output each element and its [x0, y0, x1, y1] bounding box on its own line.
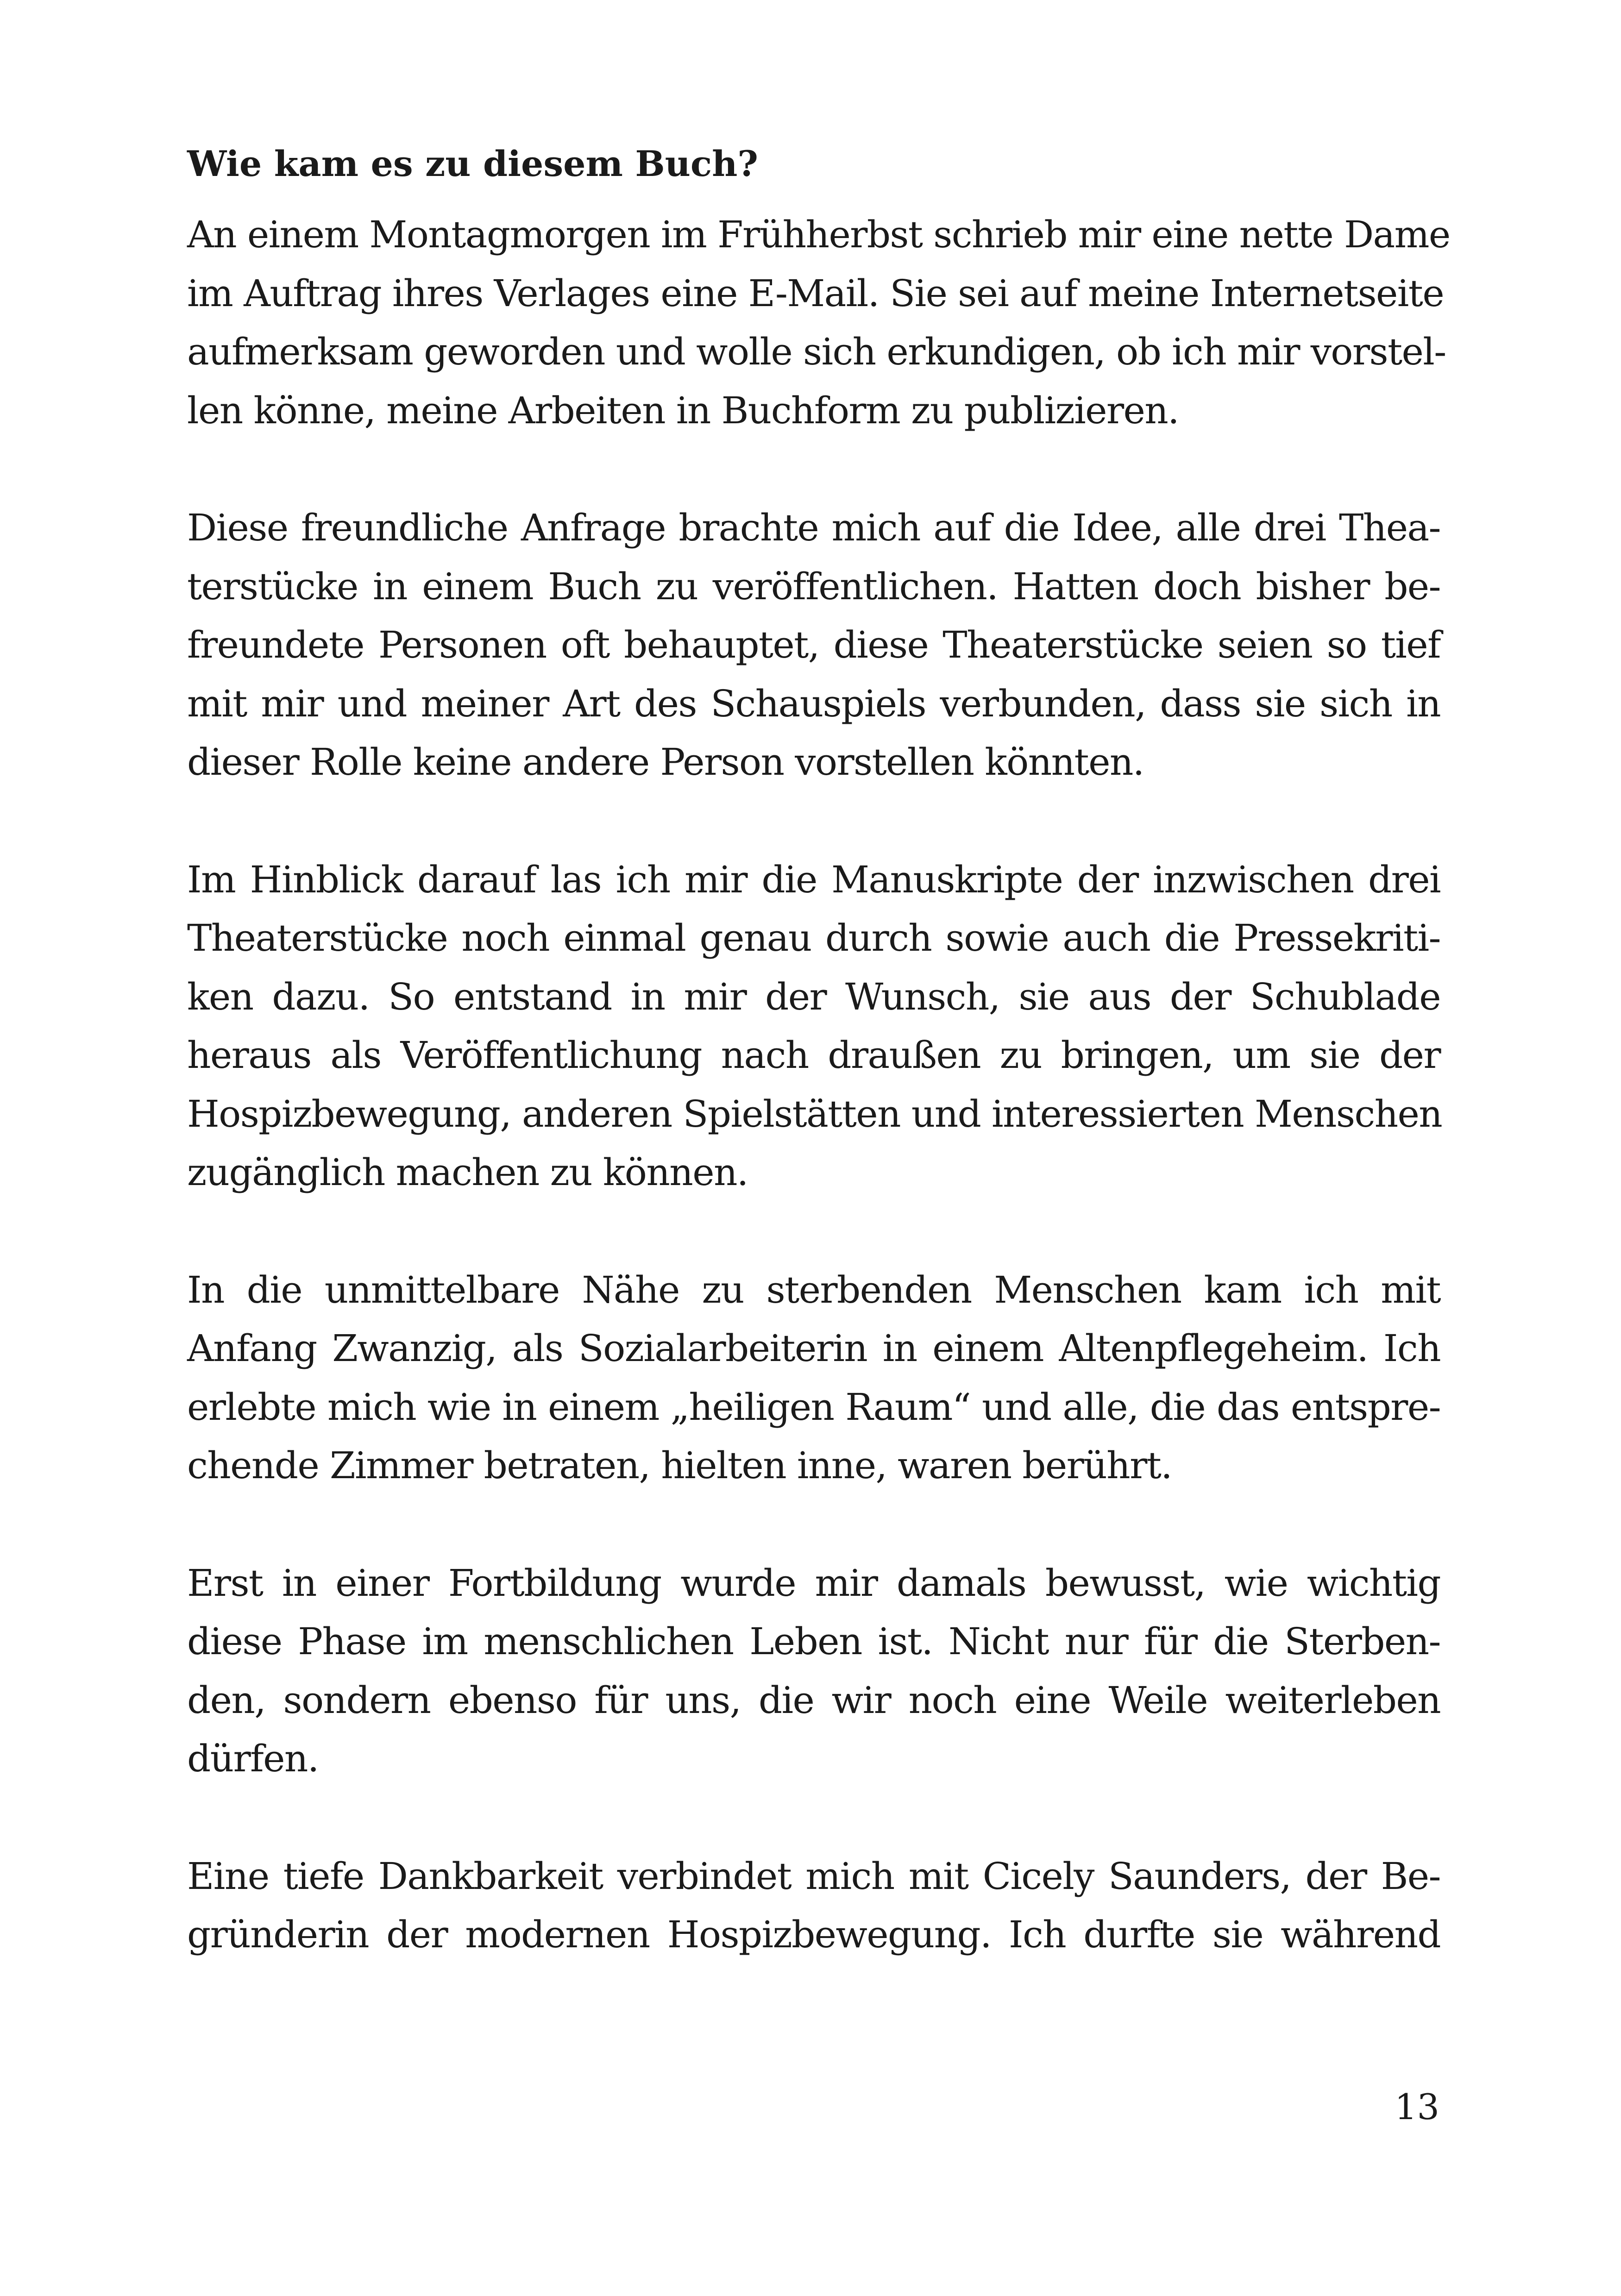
- text-line: mit mir und meiner Art des Schauspiels verbunden, dass sie sich in: [187, 682, 1440, 725]
- text-line: Im Hinblick darauf las ich mir die Manuskripte der inzwischen drei: [187, 858, 1440, 901]
- paragraph-5: [187, 1554, 1440, 1788]
- text-line: aufmerksam geworden und wolle sich erkundigen, ob ich mir vorstel-: [187, 330, 1446, 373]
- text-line: terstücke in einem Buch zu veröffentlichen. Hatten doch bisher be-: [187, 565, 1440, 608]
- text-line: im Auftrag ihres Verlages eine E-Mail. Sie sei auf meine Internetseite: [187, 271, 1444, 315]
- paragraph-3: [187, 851, 1440, 1202]
- text-line: Anfang Zwanzig, als Sozialarbeiterin in einem Altenpflegeheim. Ich: [187, 1327, 1440, 1370]
- text-line: ken dazu. So entstand in mir der Wunsch, sie aus der Schublade: [187, 975, 1440, 1018]
- text-line: heraus als Veröffentlichung nach draußen zu bringen, um sie der: [187, 1034, 1440, 1077]
- text-line: diese Phase im menschlichen Leben ist. Nicht nur für die Sterben-: [187, 1620, 1440, 1663]
- text-line: den, sondern ebenso für uns, die wir noch eine Weile weiterleben: [187, 1678, 1440, 1722]
- paragraph-6: [187, 1847, 1440, 1964]
- text-line: dieser Rolle keine andere Person vorstellen könnten.: [187, 740, 1144, 784]
- text-line: An einem Montagmorgen im Frühherbst schrieb mir eine nette Dame: [187, 213, 1450, 256]
- paragraph-2: [187, 499, 1440, 792]
- text-line: dürfen.: [187, 1737, 319, 1780]
- text-line: Theaterstücke noch einmal genau durch sowie auch die Pressekriti-: [187, 916, 1440, 960]
- text-line: Hospizbewegung, anderen Spielstätten und interessierten Menschen: [187, 1092, 1442, 1135]
- text-line: chende Zimmer betraten, hielten inne, waren berührt.: [187, 1444, 1172, 1487]
- paragraph-1: [187, 206, 1450, 440]
- text-line: In die unmittelbare Nähe zu sterbenden Menschen kam ich mit: [187, 1268, 1440, 1311]
- text-line: len könne, meine Arbeiten in Buchform zu publizieren.: [187, 389, 1179, 432]
- text-line: Diese freundliche Anfrage brachte mich auf die Idee, alle drei Thea-: [187, 506, 1440, 549]
- text-line: Eine tiefe Dankbarkeit verbindet mich mit Cicely Saunders, der Be-: [187, 1854, 1440, 1898]
- paragraph-4: [187, 1261, 1440, 1495]
- text-line: zugänglich machen zu können.: [187, 1151, 748, 1194]
- chapter-heading: Wie kam es zu diesem Buch?: [187, 143, 758, 184]
- text-line: gründerin der modernen Hospizbewegung. Ich durfte sie während: [187, 1913, 1440, 1956]
- page-number: 13: [1395, 2086, 1439, 2127]
- text-line: freundete Personen oft behauptet, diese Theaterstücke seien so tief: [187, 623, 1440, 666]
- page-body: [187, 134, 1450, 2023]
- text-line: Erst in einer Fortbildung wurde mir damals bewusst, wie wichtig: [187, 1561, 1440, 1605]
- text-line: erlebte mich wie in einem „heiligen Raum“ und alle, die das entspre-: [187, 1385, 1440, 1429]
